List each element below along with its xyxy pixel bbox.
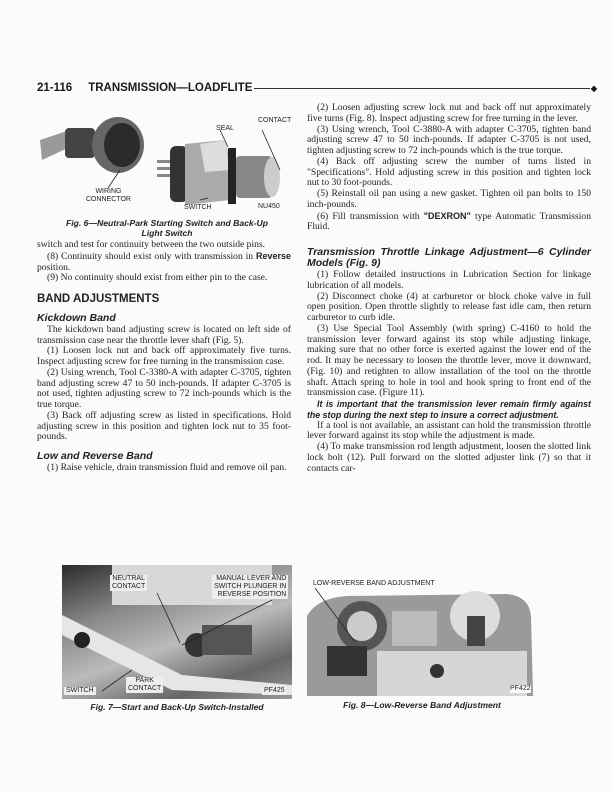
label-manual-lever: MANUAL LEVER AND SWITCH PLUNGER IN REVERSE POSITION xyxy=(214,575,287,598)
paragraph: (2) Loosen adjusting screw lock nut and back off nut approximately five turns (Fig. 8). Inspect adjusting screw for free turning in the lever. xyxy=(307,102,591,124)
paragraph: (9) No continuity should exist from either pin to the case. xyxy=(47,272,268,284)
paragraph: (5) Reinstall oil pan using a new gasket. Tighten oil pan bolts to 150 inch-pounds. xyxy=(307,188,591,210)
label-low-reverse-band-adjustment: LOW-REVERSE BAND ADJUSTMENT xyxy=(313,580,435,587)
label-park-contact: PARK CONTACT xyxy=(128,677,162,692)
running-header xyxy=(37,80,597,96)
paragraph: (4) Back off adjusting screw the number of turns listed in "Specifications". Hold adjusting screw in this position and tighten lock nut to 30 foot-pounds. xyxy=(307,155,591,189)
text: (8) Continuity should exist only with transmission in xyxy=(47,250,256,262)
label-pf425: PF425 xyxy=(264,687,285,694)
fig7-caption: Fig. 7—Start and Back-Up Switch-Installed xyxy=(90,702,264,712)
paragraph xyxy=(307,211,591,234)
fig7-photo xyxy=(62,565,292,699)
diamond-icon: ◆ xyxy=(590,83,597,93)
label-wiring-connector: WIRING CONNECTOR xyxy=(86,188,131,203)
paragraph: (3) Back off adjusting screw as listed in specifications. Hold adjusting screw in this position and tighten lock nut to 35 foot-pounds. xyxy=(37,409,291,443)
paragraph: (3) Use Special Tool Assembly (with spring) C-4160 to hold the transmission lever forward against its stop while adjusting linkage, making sure that no other force is exerted against the lower end of the rod. It may be necessary to loosen the throttle lever, move it downward, (Fig. 10) and retighten to allow installation of the tool on the throttle shaft. Attach spring to hole in tool and hook spring to front end of the transmission case. (Figure 11). xyxy=(307,322,591,399)
section-heading: BAND ADJUSTMENTS xyxy=(37,293,160,305)
text: position. xyxy=(37,261,71,273)
fig8-photo xyxy=(307,576,535,696)
paragraph: (1) Follow detailed instructions in Lubrication Section for linkage lubrication of all models. xyxy=(307,269,591,291)
text: (6) Fill transmission with xyxy=(317,210,424,222)
subsection-heading: Kickdown Band xyxy=(37,311,116,324)
label-contact: CONTACT xyxy=(258,117,292,124)
label-neutral-contact: NEUTRAL CONTACT xyxy=(112,575,146,590)
left-column xyxy=(37,240,291,474)
switch-illustration xyxy=(40,100,295,216)
fig6-caption: Fig. 6—Neutral-Park Starting Switch and Back-Up Light Switch xyxy=(66,218,268,238)
subsection-heading: Transmission Throttle Linkage Adjustment—6 Cylinder Models (Fig. 9) xyxy=(307,246,591,269)
paragraph: (1) Raise vehicle, drain transmission fluid and remove oil pan. xyxy=(47,462,287,473)
header-rule xyxy=(254,88,589,89)
chapter-title: TRANSMISSION—LOADFLITE xyxy=(88,82,253,94)
label-pf422: PF422 xyxy=(510,685,531,692)
subsection-heading: Low and Reverse Band xyxy=(37,450,153,462)
text: type Automatic Transmission Fluid. xyxy=(307,210,591,233)
right-column xyxy=(307,103,591,474)
bold-text: Reverse xyxy=(255,250,291,261)
label-switch: SWITCH xyxy=(184,204,212,211)
valve-body-illustration xyxy=(307,576,535,696)
paragraph: If a tool is not available, an assistant can hold the transmission throttle lever forward against its stop while the adjustment is made. xyxy=(307,419,591,442)
paragraph: (3) Using wrench, Tool C-3880-A with adapter C-3705, tighten band adjusting screw 47 to 50 inch-pounds. If adapter C-3705 is not used, tighten adjusting screw to 72 inch-pounds which is the true torque. xyxy=(307,123,591,156)
paragraph: The kickdown band adjusting screw is located on left side of transmission case near the throttle lever shaft (Fig. 5). xyxy=(37,323,291,346)
bold-text: "DEXRON" xyxy=(423,210,471,221)
fig6-photo xyxy=(40,100,295,216)
label-switch: SWITCH xyxy=(66,687,94,694)
important-note: It is important that the transmission lever remain firmly against the stop during the next step to insure a correct adjustment. xyxy=(307,399,591,420)
page-number: 21-116 xyxy=(37,82,73,94)
paragraph: (2) Disconnect choke (4) at carburetor or block choke valve in full open position. Open throttle slightly to release fast idle cam, then return carburetor to curb idle. xyxy=(307,290,591,323)
paragraph: (4) To make transmission rod length adjustment, loosen the slotted link lock bolt (12). Pull forward on the slotted adjuster link (7) so that it contacts car- xyxy=(307,441,591,474)
label-nu450: NU450 xyxy=(258,203,280,210)
paragraph: (2) Using wrench, Tool C-3380-A with adapter C-3705, tighten band adjusting screw 47 to 50 inch-pounds. If adapter C-3705 is not used, tighten adjusting screw to 72 inch-pounds which is the true torque. xyxy=(37,366,291,410)
paragraph: (1) Loosen lock nut and back off approximately five turns. Inspect adjusting screw for free turning in the transmission case. xyxy=(37,345,291,367)
label-seal: SEAL xyxy=(216,125,234,132)
paragraph xyxy=(37,251,291,274)
paragraph: switch and test for continuity between the two outside pins. xyxy=(37,239,266,250)
fig8-caption: Fig. 8—Low-Reverse Band Adjustment xyxy=(343,700,501,710)
